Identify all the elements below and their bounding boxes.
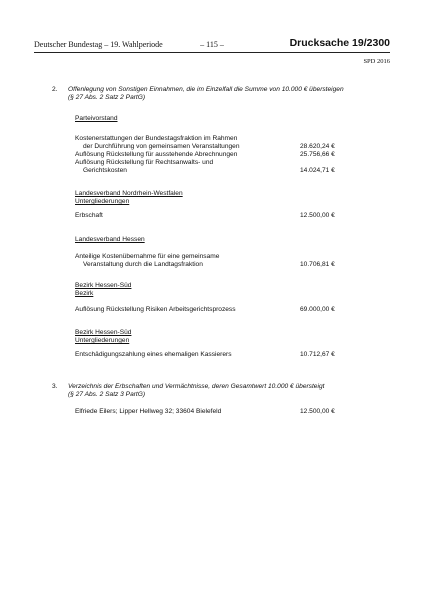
section-2-title: Offenlegung von Sonstigen Einnahmen, die im Einzelfall die Summe von 10.000 € übersteigen (§ 27 Abs. 2 Satz 2 PartG)	[68, 86, 344, 102]
section-3-item: Elfriede Eilers; Lipper Hellweg 32; 33604 Bielefeld	[75, 408, 222, 415]
page-header	[34, 37, 390, 51]
nrw-item: Erbschaft	[75, 212, 103, 219]
section-3-amount: 12.500,00 €	[300, 408, 335, 415]
section-3-title: Verzeichnis der Erbschaften und Vermächtnisse, deren Gesamtwert 10.000 € übersteigt (§ 27 Abs. 2 Satz 3 PartG)	[68, 383, 325, 399]
hessen-sued-bezirk-heading: Bezirk Hessen-Süd Bezirk	[75, 282, 132, 298]
header-rule	[34, 52, 390, 53]
parteivorstand-item-1: Kostenerstattungen der Bundestagsfraktion im Rahmen der Durchführung von gemeinsamen Veranstaltungen	[75, 135, 240, 151]
hessen-heading: Landesverband Hessen	[75, 236, 145, 243]
parteivorstand-amount-2: 25.756,66 €	[300, 151, 335, 158]
document-number: Drucksache 19/2300	[289, 37, 390, 49]
section-2-number: 2.	[52, 86, 58, 93]
hessen-amount: 10.706,81 €	[300, 261, 335, 268]
hessen-sued-unter-heading: Bezirk Hessen-Süd Untergliederungen	[75, 329, 132, 345]
parteivorstand-amount-1: 28.620,24 €	[300, 143, 335, 150]
hessen-sued-unter-amount: 10.712,67 €	[300, 351, 335, 358]
parteivorstand-heading: Parteivorstand	[75, 115, 118, 122]
page-number: – 115 –	[200, 40, 224, 49]
parteivorstand-item-2: Auflösung Rückstellung für ausstehende Abrechnungen	[75, 151, 238, 158]
nrw-amount: 12.500,00 €	[300, 212, 335, 219]
header-left: Deutscher Bundestag – 19. Wahlperiode	[34, 40, 163, 49]
parteivorstand-amount-3: 14.024,71 €	[300, 167, 335, 174]
nrw-heading: Landesverband Nordrhein-Westfalen Untergliederungen	[75, 190, 183, 206]
parteivorstand-item-3: Auflösung Rückstellung für Rechtsanwalts- und Gerichtskosten	[75, 159, 214, 175]
hessen-sued-bezirk-item: Auflösung Rückstellung Risiken Arbeitsgerichtsprozess	[75, 306, 236, 313]
hessen-item: Anteilige Kostenübernahme für eine gemeinsame Veranstaltung durch die Landtagsfraktion	[75, 253, 220, 269]
section-3-number: 3.	[52, 383, 58, 390]
subheader: SPD 2016	[363, 58, 390, 65]
hessen-sued-unter-item: Entschädigungszahlung eines ehemaligen Kassierers	[75, 351, 232, 358]
hessen-sued-bezirk-amount: 69.000,00 €	[300, 306, 335, 313]
